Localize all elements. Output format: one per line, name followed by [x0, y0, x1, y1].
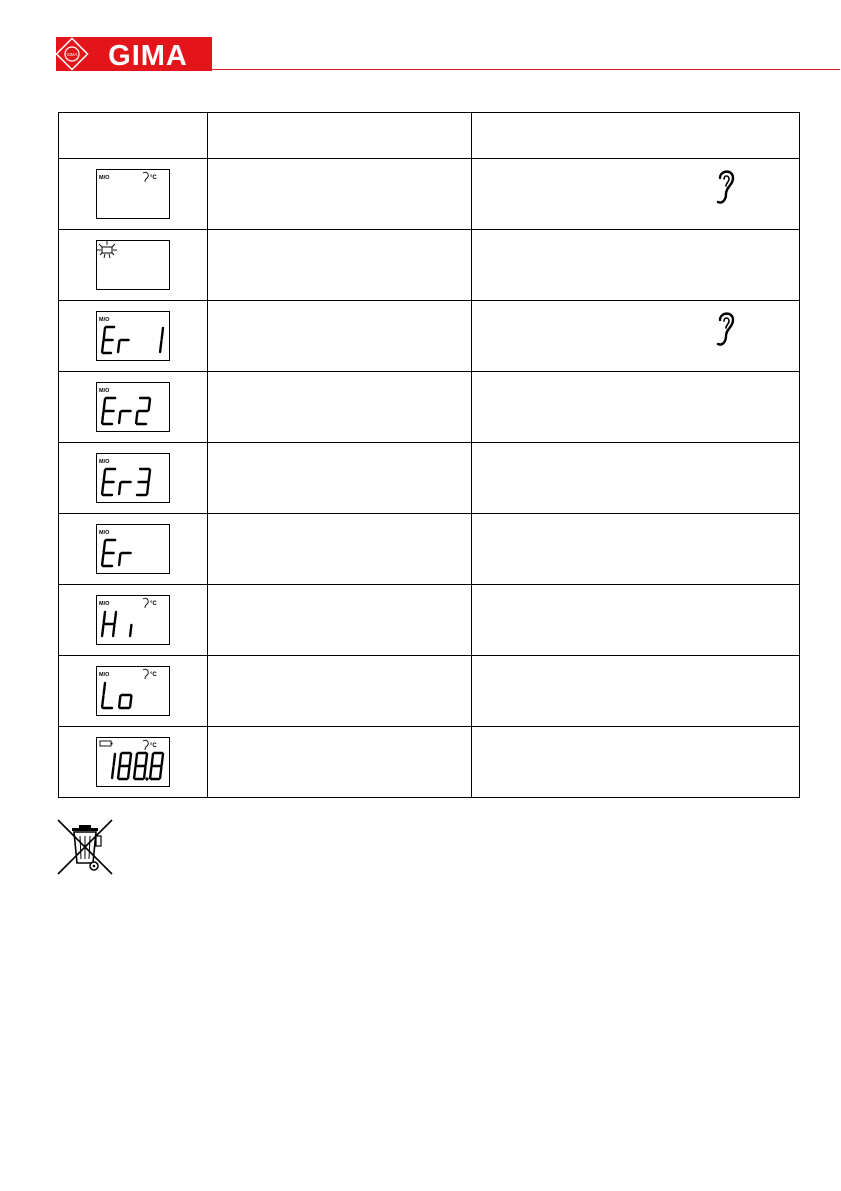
memory-indicator: M/O — [99, 388, 110, 394]
table-row — [59, 514, 800, 585]
memory-indicator: M/O — [99, 601, 110, 607]
memory-indicator: M/O — [99, 530, 110, 536]
lcd-display — [96, 666, 170, 716]
display-cell — [59, 301, 208, 372]
meaning-cell — [208, 372, 472, 443]
solution-cell — [472, 514, 800, 585]
gima-logo — [56, 37, 212, 71]
lcd-display — [96, 169, 170, 219]
meaning-cell — [208, 230, 472, 301]
table-row — [59, 656, 800, 727]
display-cell — [59, 585, 208, 656]
unit-label: °C — [150, 175, 157, 181]
display-cell — [59, 372, 208, 443]
display-cell — [59, 443, 208, 514]
table-row — [59, 301, 800, 372]
display-cell — [59, 514, 208, 585]
table-row — [59, 159, 800, 230]
table-row — [59, 727, 800, 798]
display-codes-table — [58, 112, 800, 798]
meaning-cell — [208, 727, 472, 798]
header-rule — [212, 69, 840, 70]
table-header-row — [59, 113, 800, 159]
unit-label: °C — [150, 672, 157, 678]
meaning-cell — [208, 443, 472, 514]
lcd-display — [96, 453, 170, 503]
ear-icon — [715, 309, 737, 349]
memory-indicator: M/O — [99, 317, 110, 323]
emblem-text: GIMA — [66, 52, 78, 57]
solution-cell — [472, 301, 800, 372]
display-cell — [59, 656, 208, 727]
meaning-cell — [208, 585, 472, 656]
lcd-display — [96, 240, 170, 290]
unit-label: °C — [150, 601, 157, 607]
lcd-display — [96, 524, 170, 574]
ear-icon — [715, 167, 737, 207]
header-cell-display — [59, 113, 208, 159]
header-cell-solution — [472, 113, 800, 159]
brand-name: GIMA — [108, 40, 188, 71]
solution-cell — [472, 372, 800, 443]
solution-cell — [472, 727, 800, 798]
memory-indicator: M/O — [99, 672, 110, 678]
display-cell — [59, 727, 208, 798]
display-cell — [59, 230, 208, 301]
lcd-display — [96, 737, 170, 787]
solution-cell — [472, 585, 800, 656]
memory-indicator: M/O — [99, 459, 110, 465]
solution-cell — [472, 443, 800, 514]
table-row — [59, 230, 800, 301]
memory-indicator: M/O — [99, 175, 110, 181]
solution-cell — [472, 159, 800, 230]
meaning-cell — [208, 514, 472, 585]
lcd-display — [96, 595, 170, 645]
meaning-cell — [208, 301, 472, 372]
header-cell-meaning — [208, 113, 472, 159]
meaning-cell — [208, 159, 472, 230]
table-row — [59, 443, 800, 514]
meaning-cell — [208, 656, 472, 727]
lcd-display — [96, 311, 170, 361]
unit-label: °C — [150, 743, 157, 749]
solution-cell — [472, 230, 800, 301]
table-row — [59, 585, 800, 656]
table-row — [59, 372, 800, 443]
crossed-bin-icon — [56, 818, 114, 876]
display-cell — [59, 159, 208, 230]
lcd-display — [96, 382, 170, 432]
solution-cell — [472, 656, 800, 727]
